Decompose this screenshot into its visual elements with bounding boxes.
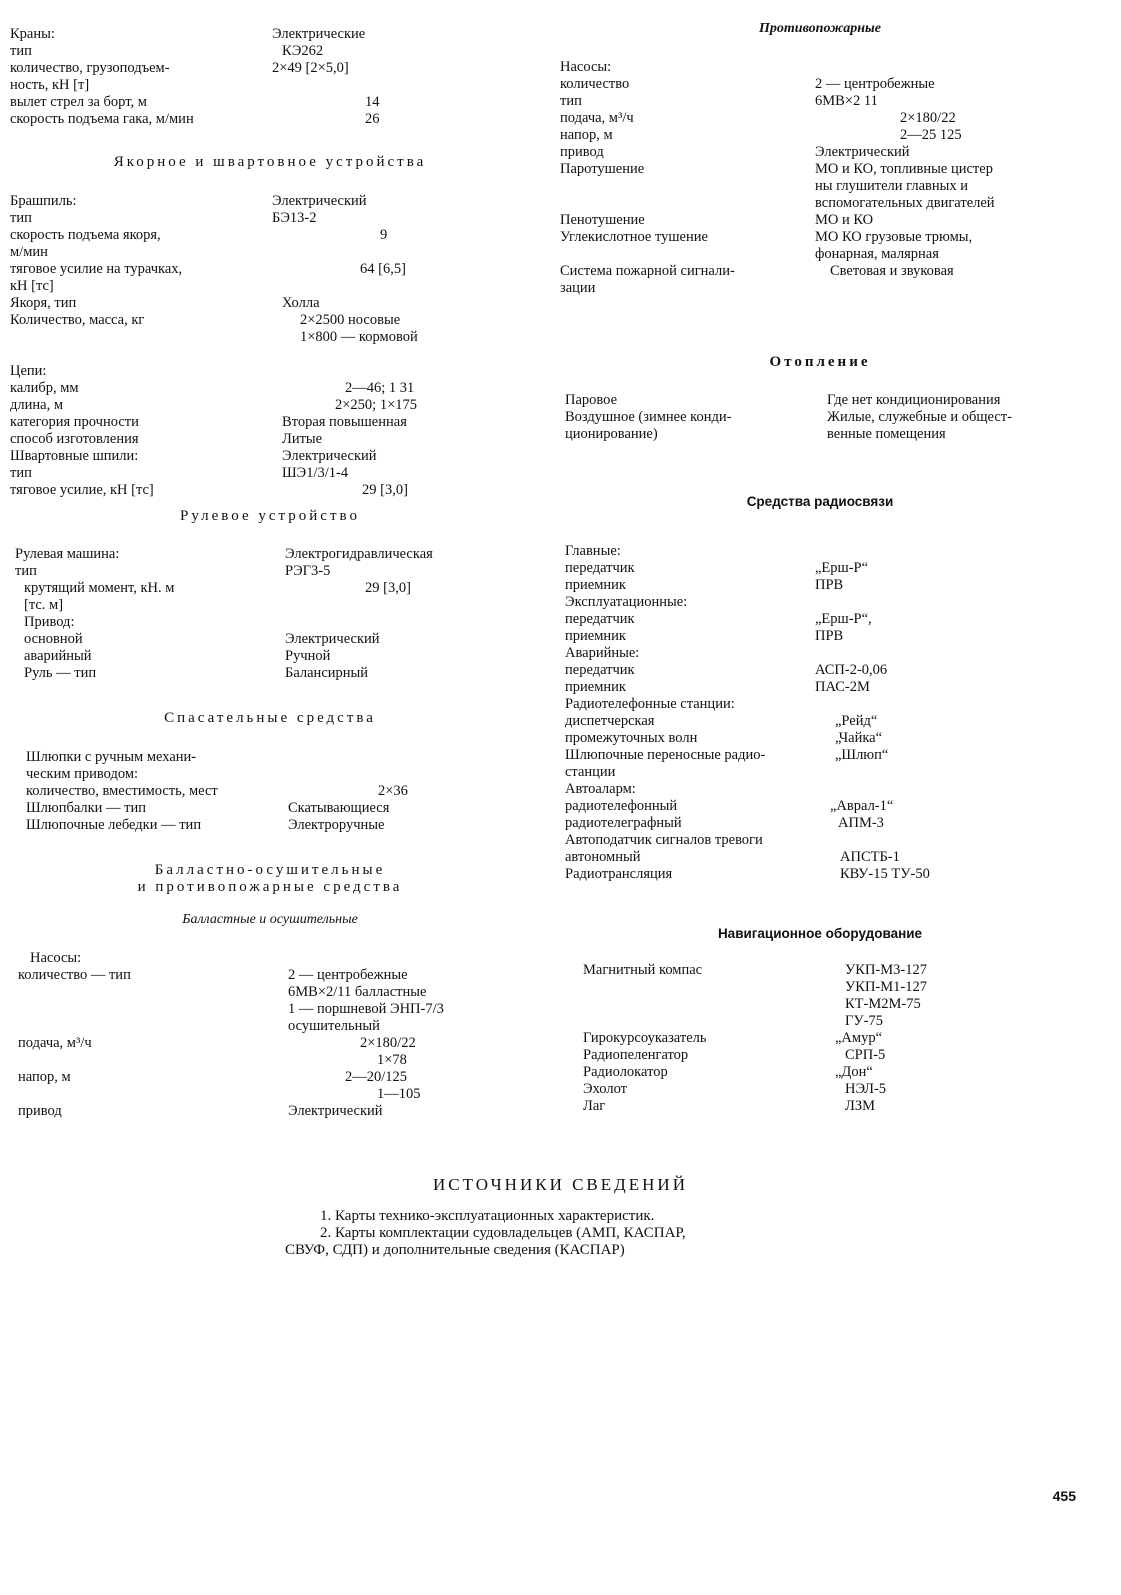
spec-value: Электрический <box>815 144 910 160</box>
spec-label: Количество, масса, кг <box>10 312 145 328</box>
spec-label: напор, м <box>18 1069 71 1085</box>
spec-row <box>10 749 530 766</box>
spec-label: передатчик <box>565 662 635 678</box>
spec-label: длина, м <box>10 397 63 413</box>
spec-row <box>560 1098 1080 1115</box>
spec-value: 2—46; 1 31 <box>345 380 415 396</box>
spec-label: аварийный <box>24 648 92 664</box>
spec-row <box>560 392 1080 409</box>
spec-label: Паровое <box>565 392 618 408</box>
spec-value: КЭ262 <box>282 43 324 59</box>
spec-value: фонарная, малярная <box>815 246 939 262</box>
spec-row <box>10 1069 530 1086</box>
spec-row <box>10 227 530 244</box>
spec-label: Углекислотное тушение <box>560 229 708 245</box>
spec-label: Шлюпбалки — тип <box>26 800 147 816</box>
spec-row <box>10 210 530 227</box>
spec-label: Брашпиль: <box>10 193 77 209</box>
spec-value: АПМ-3 <box>838 815 884 831</box>
spec-row <box>10 111 530 128</box>
spec-label: Радиопеленгатор <box>583 1047 689 1063</box>
spec-row <box>10 278 530 295</box>
spec-row <box>560 409 1080 426</box>
spec-value: УКП-М1-127 <box>845 979 927 995</box>
spec-label: тяговое усилие, кН [тс] <box>10 482 154 498</box>
spec-row <box>560 730 1080 747</box>
spec-label: Пенотушение <box>560 212 645 228</box>
spec-value: Балансирный <box>285 665 369 681</box>
spec-value: 29 [3,0] <box>365 580 411 596</box>
spec-label: крутящий момент, кН. м <box>24 580 175 596</box>
spec-row <box>560 229 1080 246</box>
spec-value: венные помещения <box>827 426 946 442</box>
spec-row <box>560 161 1080 178</box>
spec-label: приемник <box>565 679 626 695</box>
spec-row <box>10 1086 530 1103</box>
spec-label: привод <box>560 144 604 160</box>
spec-value: 2×180/22 <box>900 110 956 126</box>
spec-label: передатчик <box>565 560 635 576</box>
spec-row <box>10 414 530 431</box>
ballast-heading-1: Балластно-осушительные <box>154 862 386 878</box>
spec-value: 2×2500 носовые <box>300 312 401 328</box>
spec-label: скорость подъема якоря, <box>10 227 161 243</box>
spec-row <box>10 26 530 43</box>
spec-label: количество, вместимость, мест <box>26 783 218 799</box>
spec-value: 2 — центробежные <box>815 76 935 92</box>
spec-value: МО КО грузовые трюмы, <box>815 229 973 245</box>
spec-row <box>10 1035 530 1052</box>
spec-value: АПСТБ-1 <box>840 849 900 865</box>
heating-heading: Отопление <box>769 354 871 370</box>
spec-label: Воздушное (зимнее конди- <box>565 409 732 425</box>
spec-label: тип <box>10 465 32 481</box>
spec-row <box>10 783 530 800</box>
spec-value: „Шлюп“ <box>835 747 889 763</box>
spec-row <box>10 580 530 597</box>
spec-value: „Аврал-1“ <box>830 798 894 814</box>
spec-label: Магнитный компас <box>583 962 703 978</box>
spec-label: количество <box>560 76 630 92</box>
spec-value: Холла <box>282 295 320 311</box>
spec-row <box>10 597 530 614</box>
steering-heading: Рулевое устройство <box>179 508 360 524</box>
spec-row <box>560 76 1080 93</box>
steering-section <box>10 546 530 682</box>
spec-value: 2—20/125 <box>345 1069 408 1085</box>
spec-row <box>560 679 1080 696</box>
spec-row <box>10 261 530 278</box>
spec-value: 2—25 125 <box>900 127 962 143</box>
spec-label: радиотелефонный <box>565 798 678 814</box>
spec-row <box>10 1001 530 1018</box>
spec-label: Автоаларм: <box>565 781 636 797</box>
spec-label: Привод: <box>24 614 75 630</box>
spec-row <box>10 465 530 482</box>
spec-value: Где нет кондиционирования <box>827 392 1001 408</box>
spec-label: количество — тип <box>18 967 131 983</box>
spec-label: Насосы: <box>560 59 612 75</box>
spec-value: Электрический <box>272 193 367 209</box>
spec-value: Электрический <box>282 448 377 464</box>
spec-row <box>560 662 1080 679</box>
ballast-section <box>10 950 530 1120</box>
spec-value: 2 — центробежные <box>288 967 408 983</box>
spec-label: ческим приводом: <box>26 766 139 782</box>
spec-label: Якоря, тип <box>10 295 77 311</box>
spec-row <box>560 280 1080 297</box>
spec-label: основной <box>24 631 83 647</box>
spec-row <box>560 144 1080 161</box>
spec-value: ПАС-2М <box>815 679 870 695</box>
spec-row <box>10 312 530 329</box>
spec-label: Рулевая машина: <box>15 546 120 562</box>
heating-section <box>560 392 1080 443</box>
spec-value: ЛЗМ <box>845 1098 875 1114</box>
spec-row <box>560 798 1080 815</box>
rescue-heading: Спасательные средства <box>164 710 376 726</box>
spec-value: 2×49 [2×5,0] <box>272 60 349 76</box>
spec-row <box>10 363 530 380</box>
spec-value: Вторая повышенная <box>282 414 407 430</box>
spec-row <box>560 263 1080 280</box>
spec-value: 6МВ×2/11 балластные <box>288 984 427 1000</box>
spec-label: Паротушение <box>560 161 645 177</box>
spec-row <box>560 996 1080 1013</box>
spec-label: ность, кН [т] <box>10 77 90 93</box>
spec-value: 1—105 <box>377 1086 421 1102</box>
spec-row <box>10 1018 530 1035</box>
spec-label: подача, м³/ч <box>18 1035 92 1051</box>
spec-label: Руль — тип <box>24 665 97 681</box>
spec-value: „Амур“ <box>835 1030 883 1046</box>
spec-row <box>10 77 530 94</box>
spec-value: МО и КО, топливные цистер <box>815 161 993 177</box>
spec-label: тип <box>10 43 32 59</box>
spec-row <box>560 611 1080 628</box>
spec-label: тяговое усилие на турачках, <box>10 261 183 277</box>
spec-label: диспетчерская <box>565 713 655 729</box>
spec-value: Скатывающиеся <box>288 800 390 816</box>
spec-row <box>560 178 1080 195</box>
spec-value: 2×250; 1×175 <box>335 397 418 413</box>
spec-row <box>560 1081 1080 1098</box>
spec-label: Шлюпочные переносные радио- <box>565 747 766 763</box>
spec-value: 1×78 <box>377 1052 407 1068</box>
spec-value: СРП-5 <box>845 1047 886 1063</box>
spec-label: Шлюпки с ручным механи- <box>26 749 197 765</box>
spec-row <box>10 665 530 682</box>
spec-row <box>10 950 530 967</box>
spec-label: Автоподатчик сигналов тревоги <box>565 832 763 848</box>
spec-label: Эхолот <box>583 1081 627 1097</box>
spec-label: Шлюпочные лебедки — тип <box>26 817 202 833</box>
spec-value: 64 [6,5] <box>360 261 406 277</box>
spec-row <box>10 329 530 346</box>
spec-row <box>560 696 1080 713</box>
spec-value: 14 <box>365 94 380 110</box>
spec-label: Краны: <box>10 26 55 42</box>
spec-value: вспомогательных двигателей <box>815 195 995 211</box>
spec-label: калибр, мм <box>10 380 79 396</box>
source-item-1: 1. Карты технико-эксплуатационных характеристик. <box>320 1208 655 1224</box>
spec-label: вылет стрел за борт, м <box>10 94 147 110</box>
spec-label: категория прочности <box>10 414 139 430</box>
spec-row <box>10 94 530 111</box>
fire-section <box>560 59 1080 297</box>
spec-value: 9 <box>380 227 388 243</box>
spec-row <box>560 59 1080 76</box>
spec-label: м/мин <box>10 244 48 260</box>
spec-row <box>10 817 530 834</box>
spec-row <box>10 244 530 261</box>
spec-value: Жилые, служебные и общест- <box>827 409 1012 425</box>
spec-value: „Ерш-Р“, <box>815 611 872 627</box>
spec-row <box>560 195 1080 212</box>
spec-label: Швартовные шпили: <box>10 448 139 464</box>
spec-row <box>10 482 530 499</box>
nav-heading: Навигационное оборудование <box>717 926 923 941</box>
sources-title: ИСТОЧНИКИ СВЕДЕНИЙ <box>433 1175 688 1194</box>
spec-label: Главные: <box>565 543 621 559</box>
ballast-heading-2: и противопожарные средства <box>137 879 403 895</box>
spec-label: Радиотрансляция <box>565 866 673 882</box>
spec-row <box>560 1064 1080 1081</box>
spec-value: Световая и звуковая <box>830 263 954 279</box>
spec-row <box>560 866 1080 883</box>
spec-label: ционирование) <box>565 426 658 442</box>
spec-label: Радиотелефонные станции: <box>565 696 735 712</box>
spec-value: ПРВ <box>815 577 844 593</box>
spec-row <box>560 93 1080 110</box>
spec-row <box>10 60 530 77</box>
spec-row <box>10 1052 530 1069</box>
spec-value: НЭЛ-5 <box>845 1081 887 1097</box>
spec-value: УКП-М3-127 <box>845 962 927 978</box>
spec-value: „Дон“ <box>835 1064 873 1080</box>
spec-value: 2×180/22 <box>360 1035 416 1051</box>
spec-row <box>10 397 530 414</box>
fire-heading: Противопожарные <box>759 21 881 36</box>
spec-label: Гирокурсоуказатель <box>583 1030 707 1046</box>
spec-row <box>560 594 1080 611</box>
spec-value: 26 <box>365 111 380 127</box>
spec-row <box>560 849 1080 866</box>
spec-row <box>10 967 530 984</box>
source-item-2-continued: СВУФ, СДП) и дополнительные сведения (КАСПАР) <box>285 1242 625 1258</box>
spec-label: Цепи: <box>10 363 47 379</box>
spec-value: ны глушители главных и <box>815 178 969 194</box>
spec-label: приемник <box>565 577 626 593</box>
spec-value: Электрогидравлическая <box>285 546 433 562</box>
spec-label: тип <box>15 563 37 579</box>
spec-row <box>560 127 1080 144</box>
spec-row <box>10 563 530 580</box>
spec-value: ШЭ1/3/1-4 <box>282 465 349 481</box>
spec-row <box>10 380 530 397</box>
spec-row <box>10 295 530 312</box>
spec-value: „Ерш-Р“ <box>815 560 869 576</box>
spec-label: кН [тс] <box>10 278 54 294</box>
spec-label: передатчик <box>565 611 635 627</box>
spec-label: зации <box>560 280 596 296</box>
spec-row <box>10 193 530 210</box>
anchor-heading: Якорное и швартовное устройства <box>113 154 427 170</box>
spec-value: БЭ13-2 <box>272 210 317 226</box>
spec-label: станции <box>565 764 616 780</box>
spec-label: Аварийные: <box>565 645 640 661</box>
cranes-section <box>10 26 530 128</box>
spec-value: Литые <box>282 431 323 447</box>
spec-value: Электрический <box>288 1103 383 1119</box>
spec-value: 2×36 <box>378 783 408 799</box>
spec-label: тип <box>560 93 582 109</box>
spec-value: „Чайка“ <box>835 730 883 746</box>
spec-row <box>560 764 1080 781</box>
spec-value: РЭГ3-5 <box>285 563 331 579</box>
spec-row <box>560 246 1080 263</box>
spec-label: способ изготовления <box>10 431 139 447</box>
spec-row <box>560 962 1080 979</box>
spec-row <box>560 426 1080 443</box>
spec-row <box>10 984 530 1001</box>
spec-row <box>560 979 1080 996</box>
spec-value: Электроручные <box>288 817 385 833</box>
spec-label: Насосы: <box>30 950 82 966</box>
spec-row <box>10 43 530 60</box>
spec-label: напор, м <box>560 127 613 143</box>
spec-row <box>560 815 1080 832</box>
spec-row <box>560 713 1080 730</box>
spec-row <box>10 431 530 448</box>
spec-label: Радиолокатор <box>583 1064 668 1080</box>
page-number: 455 <box>1052 1488 1076 1504</box>
spec-label: количество, грузоподъем- <box>10 60 170 76</box>
spec-row <box>10 631 530 648</box>
rescue-section <box>10 749 530 834</box>
spec-row <box>560 212 1080 229</box>
sources-list <box>285 1208 805 1259</box>
spec-row <box>560 1030 1080 1047</box>
nav-section <box>560 962 1080 1115</box>
spec-row <box>560 1013 1080 1030</box>
spec-value: Электрический <box>285 631 380 647</box>
spec-value: 1 — поршневой ЭНП-7/3 <box>288 1001 444 1017</box>
spec-label: [тс. м] <box>24 597 64 613</box>
spec-value: 6МВ×2 11 <box>815 93 878 109</box>
spec-row <box>560 832 1080 849</box>
spec-row <box>10 648 530 665</box>
spec-label: привод <box>18 1103 62 1119</box>
spec-value: ГУ-75 <box>845 1013 883 1029</box>
spec-value: 29 [3,0] <box>362 482 408 498</box>
spec-row <box>560 781 1080 798</box>
spec-row <box>10 1103 530 1120</box>
spec-label: приемник <box>565 628 626 644</box>
spec-value: „Рейд“ <box>835 713 878 729</box>
spec-value: КТ-М2М-75 <box>845 996 921 1012</box>
spec-row <box>10 800 530 817</box>
spec-label: промежуточных волн <box>565 730 698 746</box>
spec-label: радиотелеграфный <box>565 815 682 831</box>
spec-value: ПРВ <box>815 628 844 644</box>
spec-value: Электрические <box>272 26 366 42</box>
spec-value: КВУ-15 ТУ-50 <box>840 866 930 882</box>
spec-row <box>560 628 1080 645</box>
spec-label: автономный <box>565 849 641 865</box>
spec-value: АСП-2-0,06 <box>815 662 888 678</box>
spec-value: 1×800 — кормовой <box>300 329 418 345</box>
spec-row <box>10 614 530 631</box>
spec-label: тип <box>10 210 32 226</box>
spec-row <box>10 448 530 465</box>
spec-row <box>10 766 530 783</box>
spec-row <box>560 577 1080 594</box>
spec-label: скорость подъема гака, м/мин <box>10 111 194 127</box>
spec-row <box>560 645 1080 662</box>
spec-label: Эксплуатационные: <box>565 594 688 610</box>
spec-row <box>560 1047 1080 1064</box>
spec-row <box>10 346 530 363</box>
anchor-section <box>10 193 530 499</box>
spec-label: подача, м³/ч <box>560 110 634 126</box>
spec-value: Ручной <box>285 648 331 664</box>
spec-row <box>560 110 1080 127</box>
radio-section <box>560 543 1080 883</box>
spec-row <box>560 543 1080 560</box>
spec-value: осушительный <box>288 1018 380 1034</box>
spec-value: МО и КО <box>815 212 874 228</box>
spec-row <box>10 546 530 563</box>
ballast-subheading: Балластные и осушительные <box>182 912 358 927</box>
spec-label: Лаг <box>583 1098 606 1114</box>
radio-heading: Средства радиосвязи <box>746 494 894 509</box>
source-item-2: 2. Карты комплектации судовладельцев (АМП, КАСПАР, <box>320 1225 686 1241</box>
spec-label: Система пожарной сигнали- <box>560 263 735 279</box>
spec-row <box>560 560 1080 577</box>
spec-row <box>560 747 1080 764</box>
